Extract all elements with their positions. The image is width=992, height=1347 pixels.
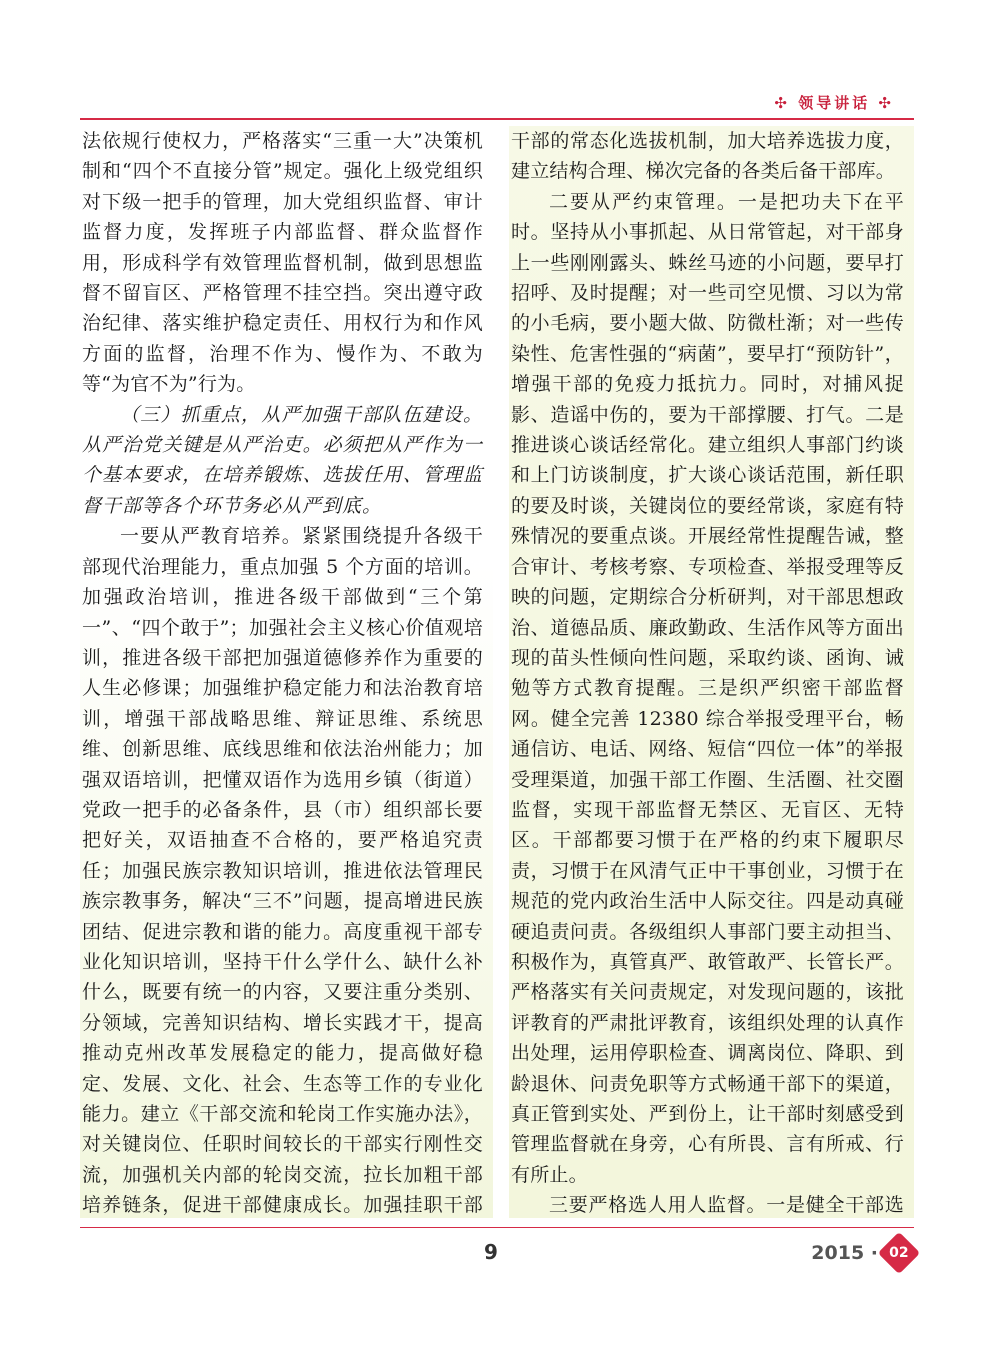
issue-year: 2015 · (811, 1242, 878, 1264)
page-number: 9 (484, 1240, 498, 1264)
footer-divider (80, 1227, 914, 1228)
issue-info (811, 1238, 914, 1268)
header-divider (80, 118, 914, 120)
section-header-label: ✣ 领导讲话 ✣ (774, 94, 894, 112)
issue-badge (878, 1232, 920, 1274)
paragraph: 干部的常态化选拔机制，加大培养选拔力度，建立结构合理、梯次完备的各类后备干部库。 (511, 130, 904, 183)
paragraph: 一要从严教育培养。紧紧围绕提升各级干部现代治理能力，重点加强 5 个方面的培训。加强政治培训，推进各级干部做到“三个第一”、“四个敢于”；加强社会主义核心价值观培训，推进各级干部把加强道德修养作为重要的人生必修课；加强维护稳定能力和法治教育培训，增强干部战略思维、辩证思维、系统思维、创新思维、底线思维和依法治州能力；加强双语培训，把懂双语作为选用乡镇（街道）党政一把手的必备条件，县（市）组织部长要把好关，双语抽查不合格的，要严格追究责任；加强民族宗教知识培训，推进依法管理民族宗教事务，解决“三不”问题，提高增进民族团结、促进宗教和谐的能力。高度重视干部专业化知识培训，坚持干什么学什么、缺什么补什么，既要有统一的内容，又要注重分类别、分领域，完善知识结构、增长实践才干，提高推动克州改革发展稳定的能力，提高做好稳定、发展、文化、社会、生态等工作的专业化能力。建立《干部交流和轮岗工作实施办法》，对关键岗位、任职时间较长的干部实行刚性交流，加强机关内部的轮岗交流，拉长加粗干部培养链条，促进干部健康成长。加强挂职干部 (82, 525, 483, 1217)
paragraph: 三要严格选人用人监督。一是健全干部选 (549, 1194, 904, 1217)
paragraph: 法依规行使权力，严格落实“三重一大”决策机制和“四个不直接分管”规定。强化上级党组织对下级一把手的管理，加大党组织监督、审计监督力度，发挥班子内部监督、群众监督作用，形成科学有效管理监督机制，做到思想监督不留盲区、严格管理不挂空挡。突出遵守政治纪律、落实维护稳定责任、用权行为和作风方面的监督，治理不作为、慢作为、不敢为等“为官不为”行为。 (82, 130, 483, 396)
issue-number: 02 (889, 1244, 909, 1261)
paragraph-subheading: （三）抓重点，从严加强干部队伍建设。从严治党关键是从严治吏。必须把从严作为一个基本要求，在培养锻炼、选拔任用、管理监督干部等各个环节务必从严到底。 (82, 403, 483, 517)
paragraph: 二要从严约束管理。一是把功夫下在平时。坚持从小事抓起、从日常管起，对干部身上一些刚刚露头、蛛丝马迹的小问题，要早打招呼、及时提醒；对一些司空见惯、习以为常的小毛病，要小题大做、防微杜渐；对一些传染性、危害性强的“病菌”，要早打“预防针”，增强干部的免疫力抵抗力。同时，对捕风捉影、造谣中伤的，要为干部撑腰、打气。二是推进谈心谈话经常化。建立组织人事部门约谈和上门访谈制度，扩大谈心谈话范围，新任职的要及时谈，关键岗位的要经常谈，家庭有特殊情况的要重点谈。开展经常性提醒告诫，整合审计、考核考察、专项检查、举报受理等反映的问题，定期综合分析研判，对干部思想政治、道德品质、廉政勤政、生活作风等方面出现的苗头性倾向性问题，采取约谈、函询、诫勉等方式教育提醒。三是织严织密干部监督网。健全完善 12380 综合举报受理平台，畅通信访、电话、网络、短信“四位一体”的举报受理渠道，加强干部工作圈、生活圈、社交圈监督，实现干部监督无禁区、无盲区、无特区。干部都要习惯于在严格的约束下履职尽责，习惯于在风清气正中干事创业，习惯于在规范的党内政治生活中人际交往。四是动真碰硬追责问责。各级组织人事部门要主动担当、积极作为，真管真严、敢管敢严、长管长严。严格落实有关问责规定，对发现问题的，该批评教育的严肃批评教育，该组织处理的认真作出处理，运用停职检查、调离岗位、降职、到龄退休、问责免职等方式畅通干部下的渠道，真正管到实处、严到份上，让干部时刻感受到管理监督就在身旁，心有所畏、言有所戒、行有所止。 (511, 190, 904, 1186)
right-column (509, 126, 914, 1218)
left-column (80, 126, 493, 1218)
